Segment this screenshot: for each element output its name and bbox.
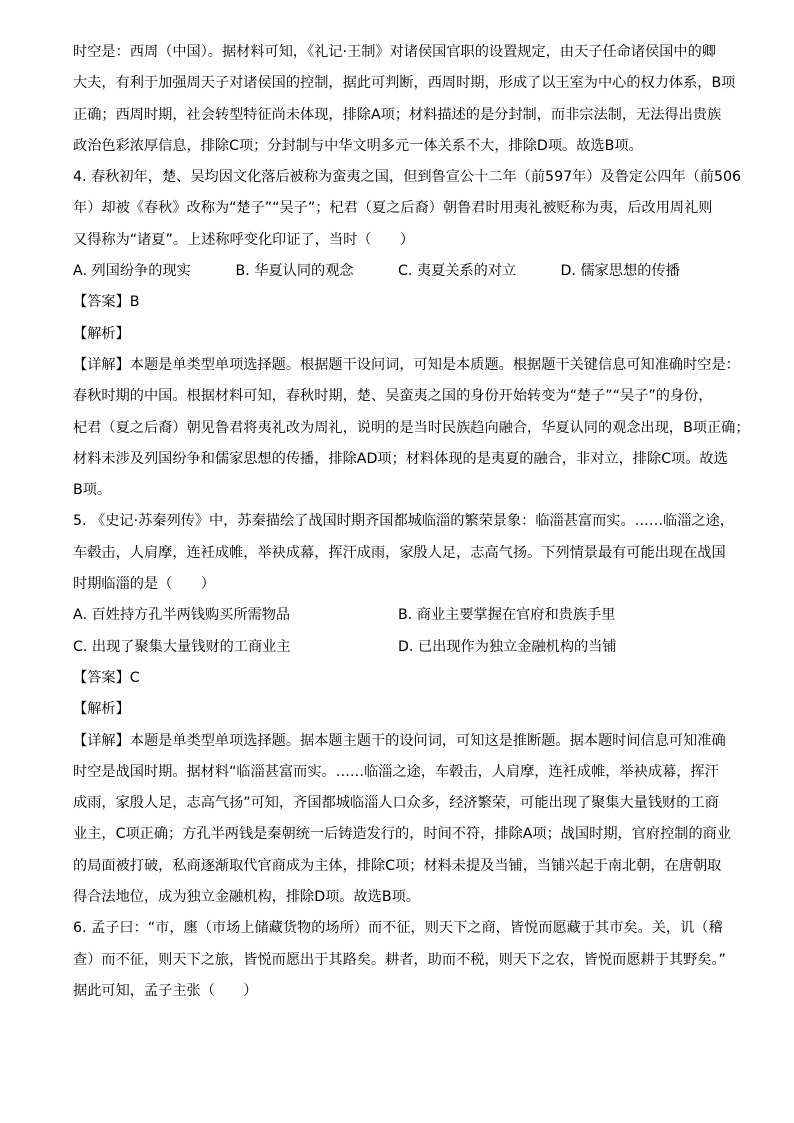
text-line: 春秋时期的中国。根据材料可知，春秋时期，楚、吴蛮夷之国的身份开始转变为“楚子”“吴子”的身份， — [73, 388, 713, 405]
q3-detail — [73, 37, 736, 162]
text-line: 正确；西周时期，社会转型特征尚未体现，排除A项；材料描述的是分封制，而非宗法制，无法得出贵族 — [73, 106, 722, 123]
text-line: 据此可知，孟子主张（ ） — [73, 982, 258, 999]
option-d: D. 已出现作为独立金融机构的当铺 — [398, 638, 617, 655]
option-b: B. 华夏认同的观念 — [235, 263, 354, 280]
text-line: 业主，C项正确；方孔半两钱是秦朝统一后铸造发行的，时间不符，排除A项；战国时期，官府控制的商业 — [73, 826, 732, 843]
question-6-stem — [73, 913, 726, 1007]
text-line: 时空是：西周（中国）。据材料可知，《礼记·王制》对诸侯国官职的设置规定，由天子任命诸侯国中的卿 — [73, 44, 716, 60]
question-4-options — [73, 256, 723, 287]
text-line: 6. 孟子曰：“市，廛（市场上储藏货物的场所）而不征，则天下之商，皆悦而愿藏于其市矣。关，讥（稽 — [73, 920, 723, 937]
text-line: 成雨，家殷人足，志高气扬”可知，齐国都城临淄人口众多，经济繁荣，可能出现了聚集大量钱财的工商 — [73, 795, 719, 812]
text-line: 材料未涉及列国纷争和儒家思想的传播，排除AD项；材料体现的是夷夏的融合，非对立，排除C项。故选 — [73, 450, 728, 467]
option-b: B. 商业主要掌握在官府和贵族手里 — [398, 607, 616, 624]
question-5-detail — [73, 726, 732, 914]
text-line: 大夫，有利于加强周天子对诸侯国的控制，据此可判断，西周时期，形成了以王室为中心的权力体系，B项 — [73, 75, 736, 92]
text-line: 的局面被打破，私商逐渐取代官商成为主体，排除C项；材料未提及当铺，当铺兴起于南北朝，在唐朝取 — [73, 857, 722, 874]
text-line: 政治色彩浓厚信息，排除C项；分封制与中华文明多元一体关系不大，排除D项。故选B项。 — [73, 137, 643, 154]
text-line: 杞君（夏之后裔）朝见鲁君将夷礼改为周礼，说明的是当时民族趋向融合，华夏认同的观念出现，B项正确； — [73, 419, 750, 436]
text-line: 5. 《史记·苏秦列传》中，苏秦描绘了战国时期齐国都城临淄的繁荣景象：临淄甚富而实。……临淄之途， — [73, 513, 734, 530]
text-line: 年）却被《春秋》改称为“楚子”“吴子”；杞君（夏之后裔）朝鲁君时用夷礼被贬称为夷，后改用周礼则 — [73, 200, 713, 217]
text-line: 车毂击，人肩摩，连衽成帷，举袂成幕，挥汗成雨，家殷人足，志高气扬。下列情景最有可能出现在战国 — [73, 544, 726, 561]
option-c: C. 夷夏关系的对立 — [398, 263, 517, 280]
question-5-options-row-2 — [73, 632, 723, 663]
question-5-options-row-1 — [73, 600, 723, 631]
text-line: 【详解】本题是单类型单项选择题。根据题干设问词，可知是本质题。根据题干关键信息可知准确时空是： — [73, 356, 740, 373]
question-4-detail — [73, 350, 750, 506]
question-4-stem — [73, 162, 742, 256]
option-a: A. 列国纷争的现实 — [73, 263, 191, 280]
option-a: A. 百姓持方孔半两钱购买所需物品 — [73, 607, 291, 624]
text-line: 时空是战国时期。据材料“临淄甚富而实。……临淄之途，车毂击，人肩摩，连衽成帷，举袂成幕，挥汗 — [73, 763, 719, 780]
text-line: 时期临淄的是（ ） — [73, 576, 215, 593]
question-5-answer: 【答案】C — [73, 669, 140, 686]
question-4-answer: 【答案】B — [73, 294, 140, 311]
option-d: D. 儒家思想的传播 — [560, 263, 680, 280]
text-line: 4. 春秋初年，楚、吴均因文化落后被称为蛮夷之国，但到鲁宣公十二年（前597年）及鲁定公四年（前506 — [73, 169, 742, 186]
question-5-analysis-label: 【解析】 — [73, 701, 130, 718]
question-4-analysis-label: 【解析】 — [73, 325, 130, 342]
text-line: 【详解】本题是单类型单项选择题。据本题主题干的设问词，可知这是推断题。据本题时间信息可知准确 — [73, 732, 726, 749]
text-line: B项。 — [73, 482, 112, 499]
text-line: 查）而不征，则天下之旅，皆悦而愿出于其路矣。耕者，助而不税，则天下之农，皆悦而愿耕于其野矣。” — [73, 951, 726, 968]
option-c: C. 出现了聚集大量钱财的工商业主 — [73, 638, 291, 655]
question-5-stem — [73, 506, 734, 600]
document-page — [73, 37, 750, 1007]
text-line: 又得称为“诸夏”。上述称呼变化印证了，当时（ ） — [73, 231, 415, 248]
text-line: 得合法地位，成为独立金融机构，排除D项。故选B项。 — [73, 889, 420, 906]
